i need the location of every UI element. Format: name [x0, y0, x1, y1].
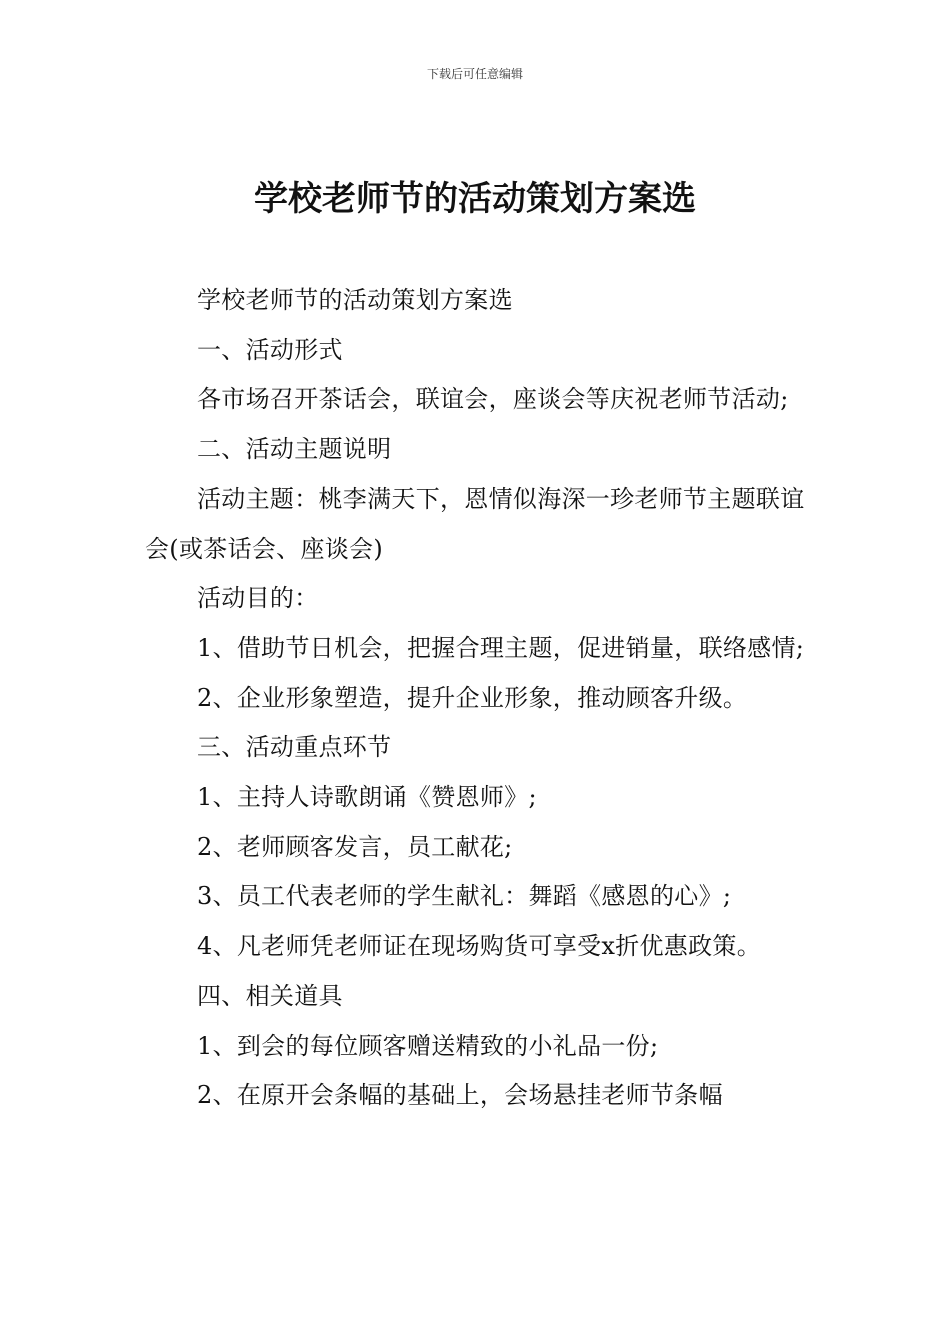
paragraph: 各市场召开茶话会，联谊会，座谈会等庆祝老师节活动;	[197, 385, 789, 414]
list-item: 2、在原开会条幅的基础上，会场悬挂老师节条幅	[197, 1081, 723, 1110]
section-heading-3: 三、活动重点环节	[197, 733, 392, 762]
paragraph: 活动目的：	[197, 584, 319, 613]
list-item: 1、主持人诗歌朗诵《赞恩师》;	[197, 783, 537, 812]
list-item: 2、老师顾客发言，员工献花;	[197, 832, 513, 861]
section-heading-1: 一、活动形式	[197, 335, 343, 364]
list-item: 4、凡老师凭老师证在现场购货可享受x折优惠政策。	[197, 932, 762, 961]
document-body	[145, 276, 807, 1121]
list-item: 3、员工代表老师的学生献礼：舞蹈《感恩的心》;	[197, 882, 732, 911]
header-note: 下载后可任意编辑	[426, 67, 523, 81]
paragraph-subtitle: 学校老师节的活动策划方案选	[197, 286, 513, 314]
document-title: 学校老师节的活动策划方案选	[254, 179, 696, 219]
list-item: 1、到会的每位顾客赠送精致的小礼品一份;	[197, 1031, 659, 1060]
list-item: 1、借助节日机会，把握合理主题，促进销量，联络感情;	[197, 633, 805, 662]
section-heading-2: 二、活动主题说明	[197, 435, 392, 464]
paragraph: 活动主题：桃李满天下，恩情似海深一珍老师节主题联谊会(或茶话会、座谈会)	[145, 484, 805, 563]
section-heading-4: 四、相关道具	[197, 981, 343, 1010]
list-item: 2、企业形象塑造，提升企业形象，推动顾客升级。	[197, 683, 748, 712]
